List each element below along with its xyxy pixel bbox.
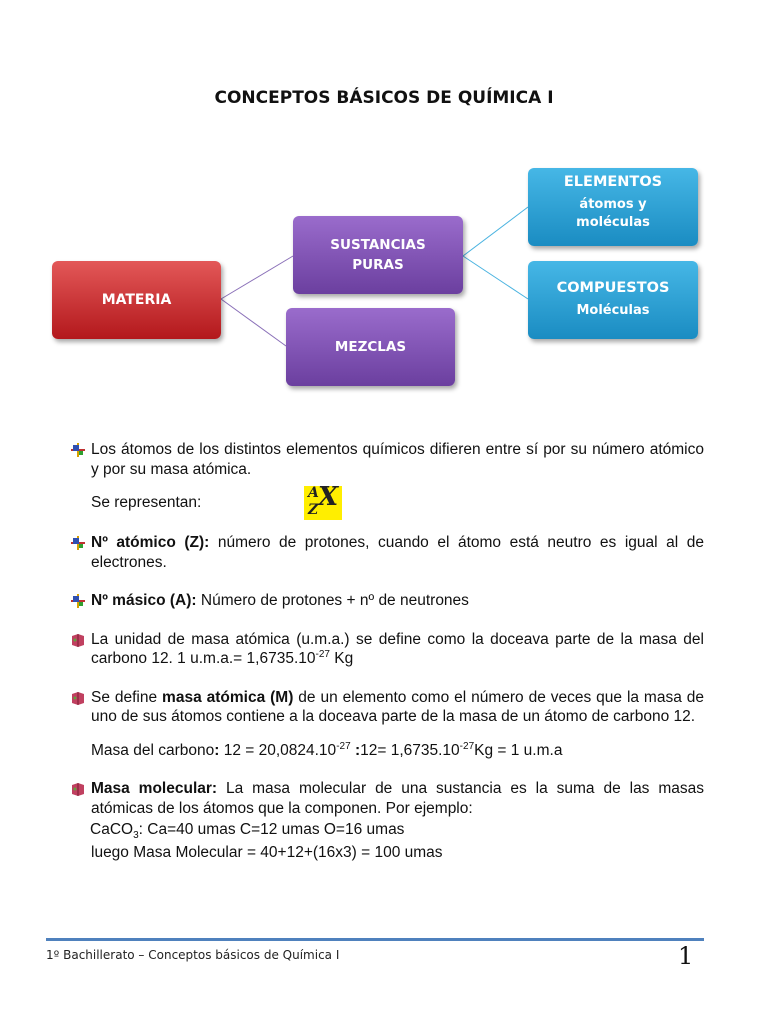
representation-row <box>70 482 704 521</box>
carbon-mass-exp1: -27 <box>336 740 351 752</box>
book-bullet-icon <box>70 781 86 797</box>
connector-sustancias-compuestos <box>463 256 528 299</box>
elementos-sub-2: moléculas <box>576 215 650 230</box>
molecular-mass-result: luego Masa Molecular = 40+12+(16x3) = 100 umas <box>91 843 443 861</box>
uma-text: La unidad de masa atómica (u.m.a.) se define como la doceava parte de la masa del carbono 12. 1 u.m.a.= 1,6735.10 <box>91 630 704 667</box>
footer-divider <box>46 938 704 941</box>
compuestos-label: COMPUESTOS <box>556 280 670 296</box>
caco3-subscript: 3 <box>133 830 139 842</box>
formula-a: A <box>308 485 319 501</box>
carbon-mass-d: Kg = 1 u.m.a <box>474 741 563 759</box>
formula-z: Z <box>308 502 319 518</box>
carbon-mass-b: 12 = 20,0824.10 <box>219 741 337 759</box>
atomic-mass-term: masa atómica (M) <box>162 688 294 706</box>
star-bullet-icon <box>70 593 86 609</box>
list-item <box>70 630 704 669</box>
connector-materia-sustancias <box>221 256 293 299</box>
star-bullet-icon <box>70 442 86 458</box>
represent-label: Se representan: <box>91 494 202 512</box>
list-item <box>70 591 704 611</box>
sustancias-label-1: SUSTANCIAS <box>330 237 426 253</box>
connector-sustancias-elementos <box>463 207 528 256</box>
mezclas-box <box>286 308 455 386</box>
carbon-mass-a: Masa del carbono <box>91 741 215 759</box>
materia-label: MATERIA <box>101 292 172 308</box>
paragraph-atoms: Los átomos de los distintos elementos químicos difieren entre sí por su número atómico y por su masa atómica. <box>91 441 704 478</box>
carbon-mass-line <box>70 741 704 761</box>
footer-text: 1º Bachillerato – Conceptos básicos de Química I <box>46 948 340 962</box>
content-body <box>70 440 704 862</box>
elementos-box <box>528 168 698 246</box>
elementos-sub <box>576 196 650 232</box>
uma-exponent: -27 <box>315 648 330 660</box>
carbon-mass-colon: : <box>214 741 220 759</box>
mass-number-def: Número de protones + nº de neutrones <box>196 592 469 609</box>
caco3-line <box>70 820 704 840</box>
mezclas-label: MEZCLAS <box>334 339 407 355</box>
carbon-mass-colon2: : <box>350 741 361 759</box>
elementos-label: ELEMENTOS <box>563 174 663 190</box>
formula-x: X <box>318 482 339 512</box>
carbon-mass-exp2: -27 <box>459 740 475 752</box>
sustancias-puras-box <box>293 216 463 294</box>
list-item <box>70 779 704 818</box>
nuclide-formula <box>304 482 342 520</box>
atomic-number-term: Nº atómico (Z): <box>91 534 210 551</box>
carbon-mass-c: 12= 1,6735.10 <box>360 741 460 759</box>
caco3-formula: CaCO <box>90 821 134 838</box>
sustancias-label-2: PURAS <box>352 257 404 273</box>
list-item <box>70 440 704 479</box>
book-bullet-icon <box>70 632 86 648</box>
uma-unit: Kg <box>329 650 354 667</box>
page-number: 1 <box>678 942 694 970</box>
atomic-mass-def: de un elemento como el número de veces que la masa de uno de sus átomos contiene a la doceava parte de la masa de un átomo de carbono 12. <box>91 688 704 725</box>
book-bullet-icon <box>70 690 86 706</box>
compuestos-sub: Moléculas <box>576 303 650 318</box>
elementos-sub-1: átomos y <box>579 197 647 212</box>
compuestos-box <box>528 261 698 339</box>
materia-box <box>52 261 221 339</box>
atomic-mass-pre: Se define <box>91 688 163 706</box>
star-bullet-icon <box>70 535 86 551</box>
list-item <box>70 533 704 572</box>
atomic-number-def: número de protones, cuando el átomo está neutro es igual al de electrones. <box>91 534 704 571</box>
caco3-masses: : Ca=40 umas C=12 umas O=16 umas <box>138 821 405 838</box>
list-item <box>70 688 704 727</box>
molecular-mass-term: Masa molecular: <box>91 780 218 797</box>
mass-number-term: Nº másico (A): <box>91 592 197 609</box>
connector-materia-mezclas <box>221 299 286 346</box>
concept-diagram <box>0 0 768 400</box>
page-title: CONCEPTOS BÁSICOS DE QUÍMICA I <box>214 88 554 108</box>
molecular-mass-def: La masa molecular de una sustancia es la suma de las masas atómicas de los átomos que la componen. Por ejemplo: <box>91 780 705 817</box>
